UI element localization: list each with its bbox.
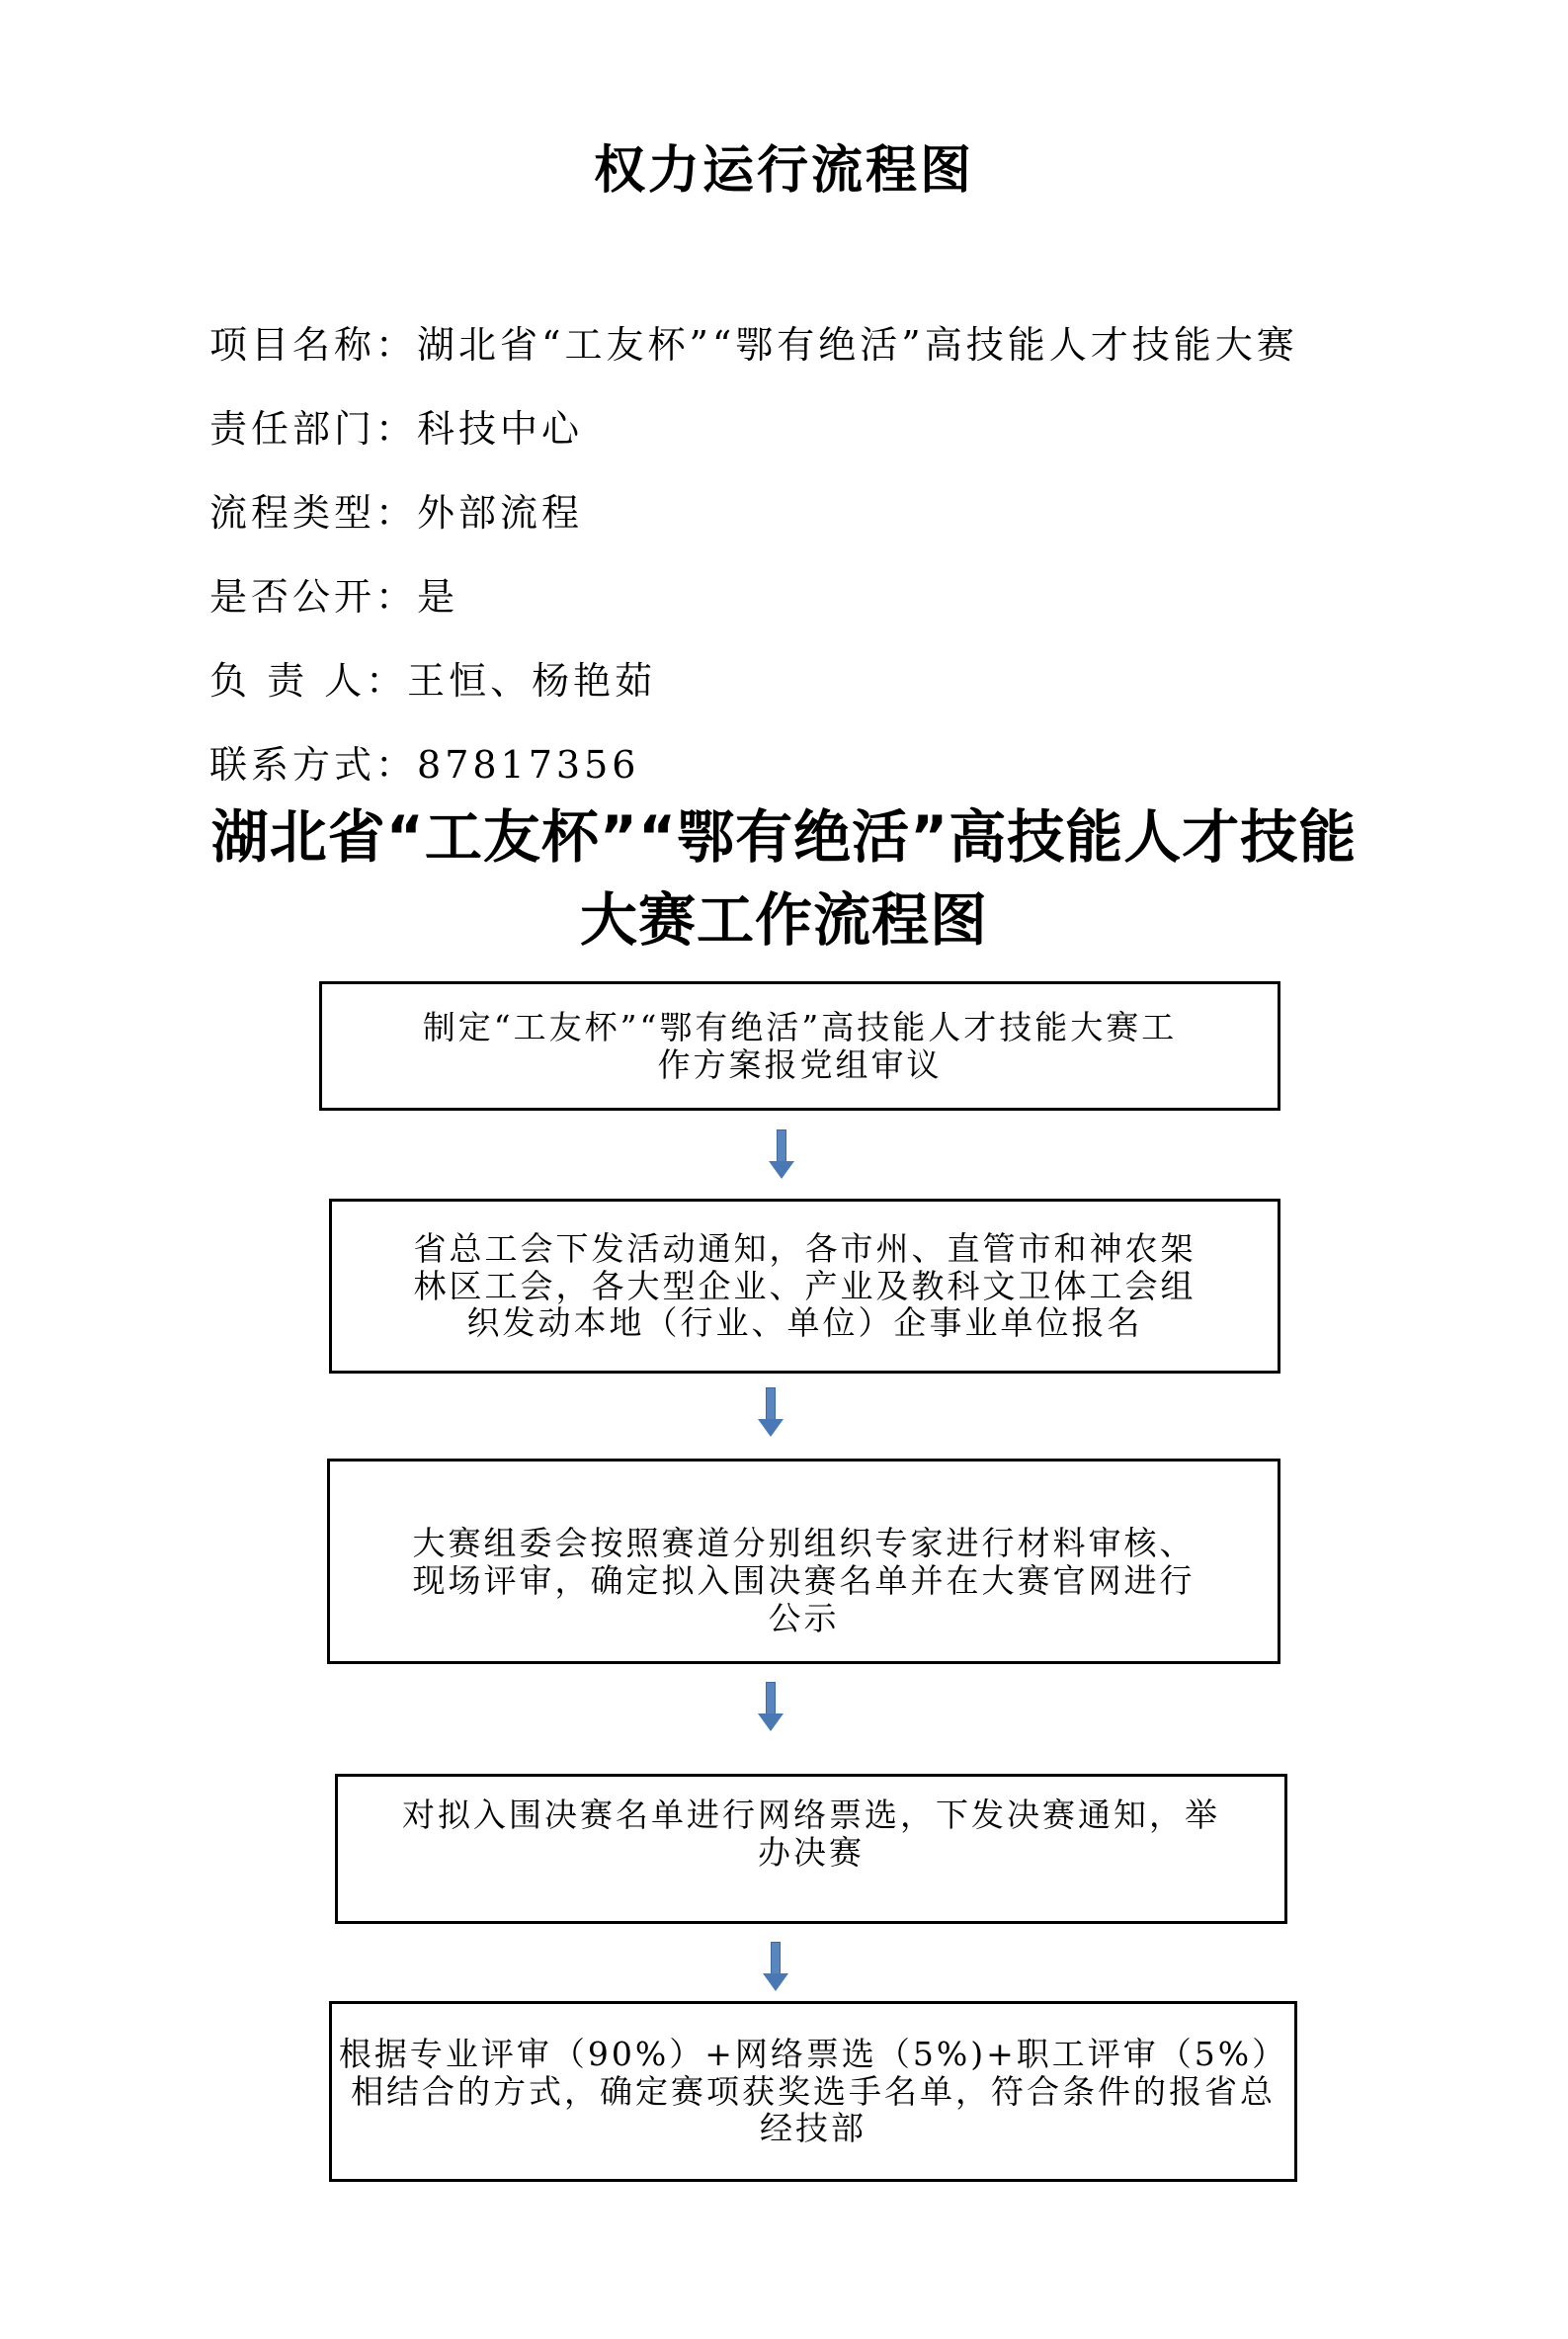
meta-value: 湖北省“工友杯”“鄂有绝活”高技能人才技能大赛 [417,323,1298,367]
step-text-line: 制定“工友杯”“鄂有绝活”高技能人才技能大赛工 [422,1007,1178,1046]
flow-title-line1: 湖北省“工友杯”“鄂有绝活”高技能人才技能 [210,803,1358,871]
meta-label: 流程类型： [209,491,418,535]
step-text-line: 林区工会，各大型企业、产业及教科文卫体工会组 [413,1266,1197,1305]
page-title: 权力运行流程图 [593,140,974,201]
flow-step-5 [329,2001,1297,2182]
meta-label: 是否公开： [209,575,418,619]
step-text-line: 办决赛 [758,1833,865,1872]
flow-step-3 [327,1459,1280,1664]
flow-title-line2: 大赛工作流程图 [579,886,988,954]
meta-process-type [209,482,583,537]
meta-label: 责任部门： [209,407,418,451]
meta-public [209,566,458,621]
meta-label: 负 责 人： [209,659,408,703]
step-text-line: 大赛组委会按照赛道分别组织专家进行材料审核、 [412,1524,1196,1563]
step-text-line: 根据专业评审（90%）+网络票选（5%)+职工评审（5%） [338,2034,1288,2073]
meta-contact [209,734,639,789]
meta-value: 科技中心 [417,407,584,451]
meta-responsible [209,650,656,705]
meta-value: 87817356 [417,743,640,787]
step-text-line: 省总工会下发活动通知，各市州、直管市和神农架 [413,1228,1197,1268]
step-text-line: 作方案报党组审议 [657,1044,943,1084]
flow-step-1 [319,981,1280,1111]
step-text-line: 现场评审，确定拟入围决赛名单并在大赛官网进行 [412,1561,1196,1601]
step-text-line: 经技部 [759,2109,867,2148]
step-text-line: 公示 [768,1598,840,1637]
meta-label: 联系方式： [209,743,418,787]
meta-label: 项目名称： [209,323,418,367]
step-text-line: 对拟入围决赛名单进行网络票选，下发决赛通知，举 [402,1796,1220,1835]
flow-step-4 [335,1774,1287,1924]
flow-step-2 [329,1199,1280,1374]
meta-value: 外部流程 [417,491,584,535]
step-text-line: 相结合的方式，确定赛项获奖选手名单，符合条件的报省总 [350,2071,1276,2111]
meta-project-name [209,314,1298,369]
meta-value: 王恒、杨艳茹 [407,659,657,703]
step-text-line: 织发动本地（行业、单位）企事业单位报名 [466,1303,1143,1343]
meta-value: 是 [417,575,459,619]
meta-department [209,398,583,453]
